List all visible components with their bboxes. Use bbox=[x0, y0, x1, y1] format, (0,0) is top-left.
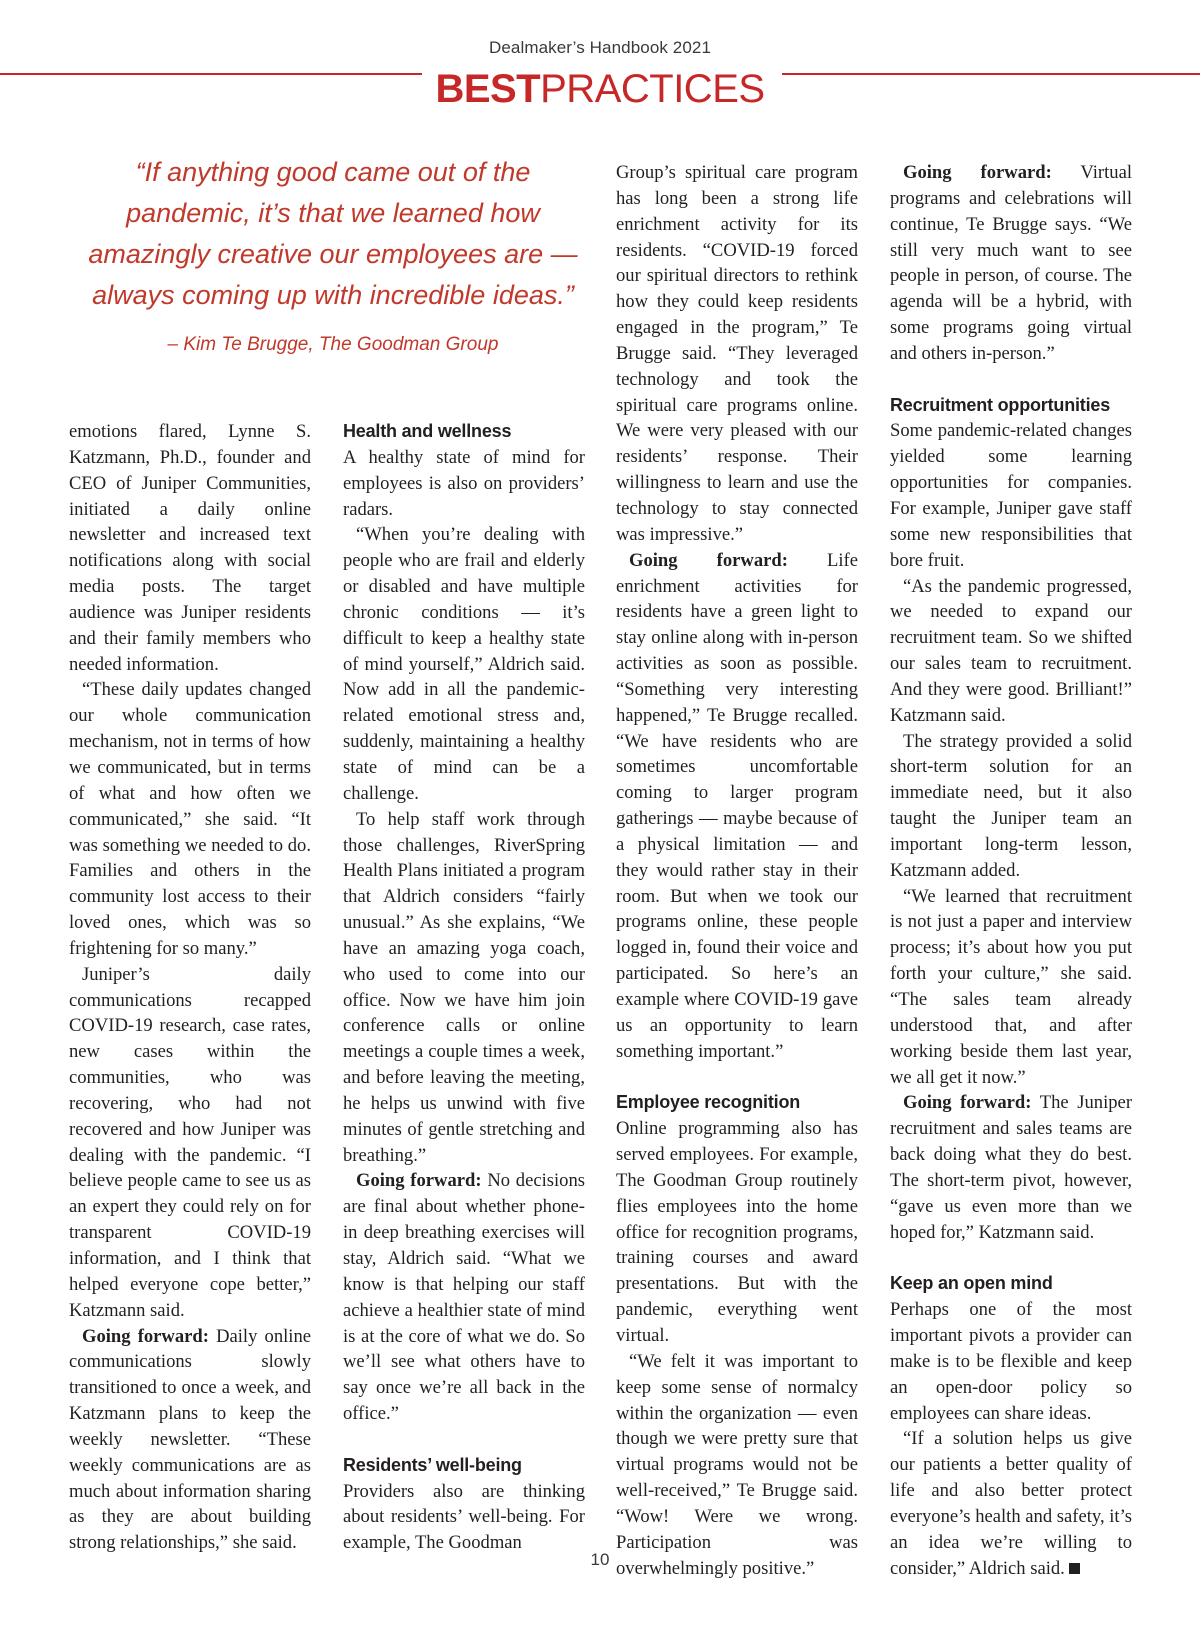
paragraph-text: Life enrichment activities for residents have a green light to stay online along with in-person activities as soon as possible. “Something very interesting happened,” Te Brugge recalled. “We have residents who are sometimes uncomfortable coming to larger program gatherings — maybe because of a physical limitation — and they would rather stay in their room. But when we took our programs online, these people logged in, found their voice and participated. So here’s an example where COVID-19 gave us an opportunity to learn something important.” bbox=[616, 549, 858, 1062]
subheading: Health and wellness bbox=[343, 421, 512, 441]
paragraph-text: “If a solution helps us give our patients a better quality of life and also better protect everyone’s health and safety, it’s an idea we’re willing to consider,” Aldrich said. bbox=[890, 1428, 1132, 1579]
paragraph-text: Virtual programs and celebrations will continue, Te Brugge says. “We still very much want to see people in person, of course. The agenda will be a hybrid, with some programs going virtual and others in-person.” bbox=[890, 162, 1132, 364]
section-title bbox=[0, 64, 1200, 114]
subheading: Recruitment opportunities bbox=[890, 394, 1111, 415]
article-column-3 bbox=[616, 160, 858, 1581]
paragraph: Some pandemic-related changes yielded some learning opportunities for companies. For example, Juniper gave staff some new responsibilities that bore fruit. bbox=[890, 420, 1132, 571]
paragraph-text: No decisions are final about whether phone-in deep breathing exercises will stay, Aldrich said. “What we know is that helping our staff achieve a healthier state of mind is at the core of what we do. So we’ll see what others have to say once we’re all back in the office.” bbox=[343, 1170, 585, 1425]
paragraph: “When you’re dealing with people who are frail and elderly or disabled and have multiple chronic conditions — it’s difficult to keep a healthy state of mind yourself,” Aldrich said. Now add in all the pandemic-related emotional stress and, suddenly, maintaining a healthy state of mind can be a challenge. bbox=[343, 524, 585, 804]
paragraph: Online programming also has served employees. For example, The Goodman Group routinely flies employees into the home office for recognition programs, training courses and award presentations. But with the pandemic, everything went virtual. bbox=[616, 1118, 858, 1346]
article-column-4 bbox=[890, 160, 1132, 1581]
going-forward-label: Going forward: bbox=[903, 1092, 1032, 1114]
paragraph-text: Daily online communications slowly transitioned to once a week, and Katzmann plans to keep the weekly newsletter. “These weekly communications are as much about information sharing as they are about building strong relationships,” she said. bbox=[69, 1325, 311, 1554]
paragraph-text: The Juniper recruitment and sales teams are back doing what they do best. The short-term pivot, however, “gave us even more than we hoped for,” Katzmann said. bbox=[890, 1092, 1133, 1243]
paragraph: Perhaps one of the most important pivots a provider can make is to be flexible and keep an open-door policy so employees can share ideas. bbox=[890, 1299, 1132, 1424]
pull-quote bbox=[70, 152, 596, 360]
section-title-light: PRACTICES bbox=[540, 67, 765, 111]
paragraph: Providers also are thinking about residents’ well-being. For example, The Goodman bbox=[343, 1480, 585, 1554]
paragraph: A healthy state of mind for employees is also on providers’ radars. bbox=[343, 446, 585, 520]
paragraph: “These daily updates changed our whole communication mechanism, not in terms of how we communicated, but in terms of what and how often we communicated,” she said. “It was something we needed to do. Families and others in the community lost access to their loved ones, which was so frightening for so many.” bbox=[69, 679, 311, 959]
subheading: Keep an open mind bbox=[890, 1273, 1053, 1294]
paragraph bbox=[890, 1090, 1132, 1245]
paragraph bbox=[616, 548, 858, 1065]
going-forward-label: Going forward: bbox=[629, 549, 788, 571]
paragraph: The strategy provided a solid short-term solution for an immediate need, but it also taught the Juniper team an important long-term lesson, Katzmann added. bbox=[890, 730, 1132, 881]
pull-quote-text: “If anything good came out of the pandemic, it’s that we learned how amazingly creative our employees are — always coming up with incredible ideas.” bbox=[88, 157, 578, 310]
page-number: 10 bbox=[590, 1550, 610, 1569]
going-forward-label: Going forward: bbox=[356, 1170, 482, 1192]
paragraph: “We learned that recruitment is not just a paper and interview process; it’s about how you put forth your culture,” she said. “The sales team already understood that, and after working beside them last year, we all get it now.” bbox=[890, 885, 1132, 1088]
section-title-bold: BEST bbox=[435, 67, 541, 111]
pull-quote-attribution: – Kim Te Brugge, The Goodman Group bbox=[167, 334, 499, 355]
paragraph bbox=[69, 1324, 311, 1557]
going-forward-label: Going forward: bbox=[903, 162, 1052, 183]
article-column-1 bbox=[69, 419, 311, 1556]
paragraph: “We felt it was important to keep some sense of normalcy within the organization — even though we were pretty sure that virtual programs would not be well-received,” Te Brugge said. “Wow! Were we wrong. Participation was overwhelmingly positive.” bbox=[616, 1350, 858, 1579]
paragraph: emotions flared, Lynne S. Katzmann, Ph.D., founder and CEO of Juniper Communities, initiated a daily online newsletter and increased text notifications along with social media posts. The target audience was Juniper residents and their family members who needed information. bbox=[69, 421, 311, 675]
paragraph: To help staff work through those challenges, RiverSpring Health Plans initiated a program that Aldrich considers “fairly unusual.” As she explains, “We have an amazing yoga coach, who used to come into our office. Now we have him join conference calls or online meetings a couple times a week, and before leaving the meeting, he helps us unwind with five minutes of gentle stretching and breathing.” bbox=[343, 808, 585, 1166]
paragraph: Juniper’s daily communications recapped COVID-19 research, case rates, new cases within the communities, who was recovering, who had not recovered and how Juniper was dealing with the pandemic. “I believe people came to see us as an expert they could rely on for transparent COVID-19 information, and I think that helped everyone cope better,” Katzmann said. bbox=[69, 963, 311, 1321]
going-forward-label: Going forward: bbox=[82, 1325, 209, 1347]
article-column-2 bbox=[343, 419, 585, 1556]
paragraph: “As the pandemic progressed, we needed to expand our recruitment team. So we shifted our sales team to recruitment. And they were good. Brilliant!” Katzmann said. bbox=[890, 575, 1132, 726]
subheading: Residents’ well-being bbox=[343, 1454, 522, 1475]
paragraph bbox=[890, 160, 1132, 367]
publication-title: Dealmaker’s Handbook 2021 bbox=[488, 38, 712, 57]
paragraph bbox=[343, 1168, 585, 1426]
subheading: Employee recognition bbox=[616, 1092, 801, 1113]
paragraph: Group’s spiritual care program has long been a strong life enrichment activity for its residents. “COVID-19 forced our spiritual directors to rethink how they could keep residents engaged in the program,” Te Brugge said. “They leveraged technology and took the spiritual care programs online. We were very pleased with our residents’ response. Their willingness to learn and use the technology to stay connected was impressive.” bbox=[616, 162, 858, 545]
